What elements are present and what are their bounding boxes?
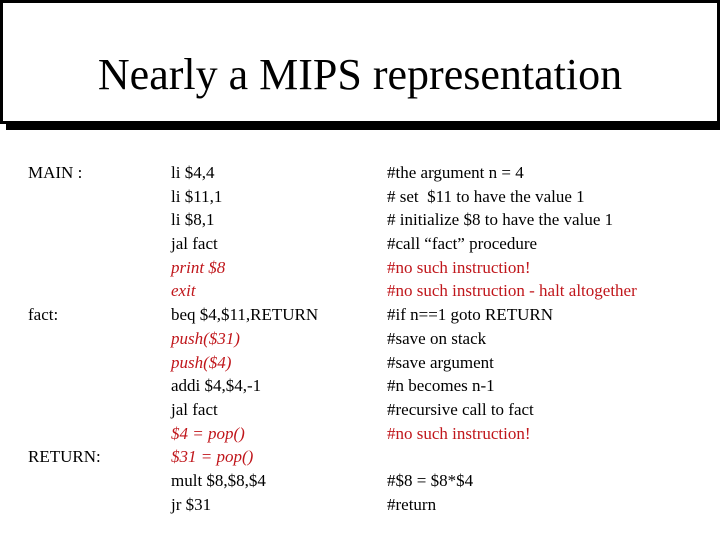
comment-column — [387, 161, 637, 516]
comment-line: #call “fact” procedure — [387, 234, 538, 254]
code-line: $31 = pop() — [171, 447, 254, 467]
comment-line: # initialize $8 to have the value 1 — [387, 210, 614, 230]
comment-line: #no such instruction - halt altogether — [387, 281, 637, 301]
slide-title: Nearly a MIPS representation — [97, 50, 623, 99]
label-line — [28, 351, 101, 375]
code-line: jal fact — [171, 234, 218, 254]
code-line: $4 = pop() — [171, 423, 245, 443]
code-line: mult $8,$8,$4 — [171, 470, 266, 490]
comment-line: #the argument n = 4 — [387, 163, 524, 182]
code-line: print $8 — [171, 257, 226, 277]
label-line: fact: — [28, 305, 59, 325]
label-line — [28, 185, 101, 209]
label-line — [28, 279, 101, 303]
comment-line: #no such instruction! — [387, 257, 531, 277]
comment-line: #save argument — [387, 352, 494, 372]
comment-line: #n becomes n-1 — [387, 376, 495, 396]
comment-line: #save on stack — [387, 328, 487, 348]
label-line — [28, 256, 101, 280]
code-line: addi $4,$4,-1 — [171, 376, 262, 396]
label-line — [28, 208, 101, 232]
code-line: jr $31 — [171, 494, 212, 514]
code-line: push($4) — [171, 352, 232, 372]
label-line — [28, 398, 101, 422]
label-line — [28, 422, 101, 446]
comment-line: #recursive call to fact — [387, 399, 534, 419]
label-line — [28, 232, 101, 256]
code-line: push($31) — [171, 328, 240, 348]
comment-line: #if n==1 goto RETURN — [387, 305, 554, 325]
code-line: li $4,4 — [171, 163, 215, 182]
label-line: RETURN: — [28, 447, 101, 467]
label-line — [28, 374, 101, 398]
code-line: exit — [171, 281, 196, 301]
comment-line: # set $11 to have the value 1 — [387, 186, 585, 206]
comment-line: #return — [387, 494, 437, 514]
title-box — [0, 0, 720, 124]
code-column — [171, 161, 318, 516]
code-line: li $8,1 — [171, 210, 215, 230]
code-line: beq $4,$11,RETURN — [171, 305, 319, 325]
comment-line: #no such instruction! — [387, 423, 531, 443]
code-line: li $11,1 — [171, 186, 223, 206]
label-column — [28, 161, 101, 469]
comment-line: #$8 = $8*$4 — [387, 470, 474, 490]
code-line: jal fact — [171, 399, 218, 419]
comment-line — [387, 445, 637, 469]
label-line: MAIN : — [28, 163, 83, 182]
label-line — [28, 327, 101, 351]
